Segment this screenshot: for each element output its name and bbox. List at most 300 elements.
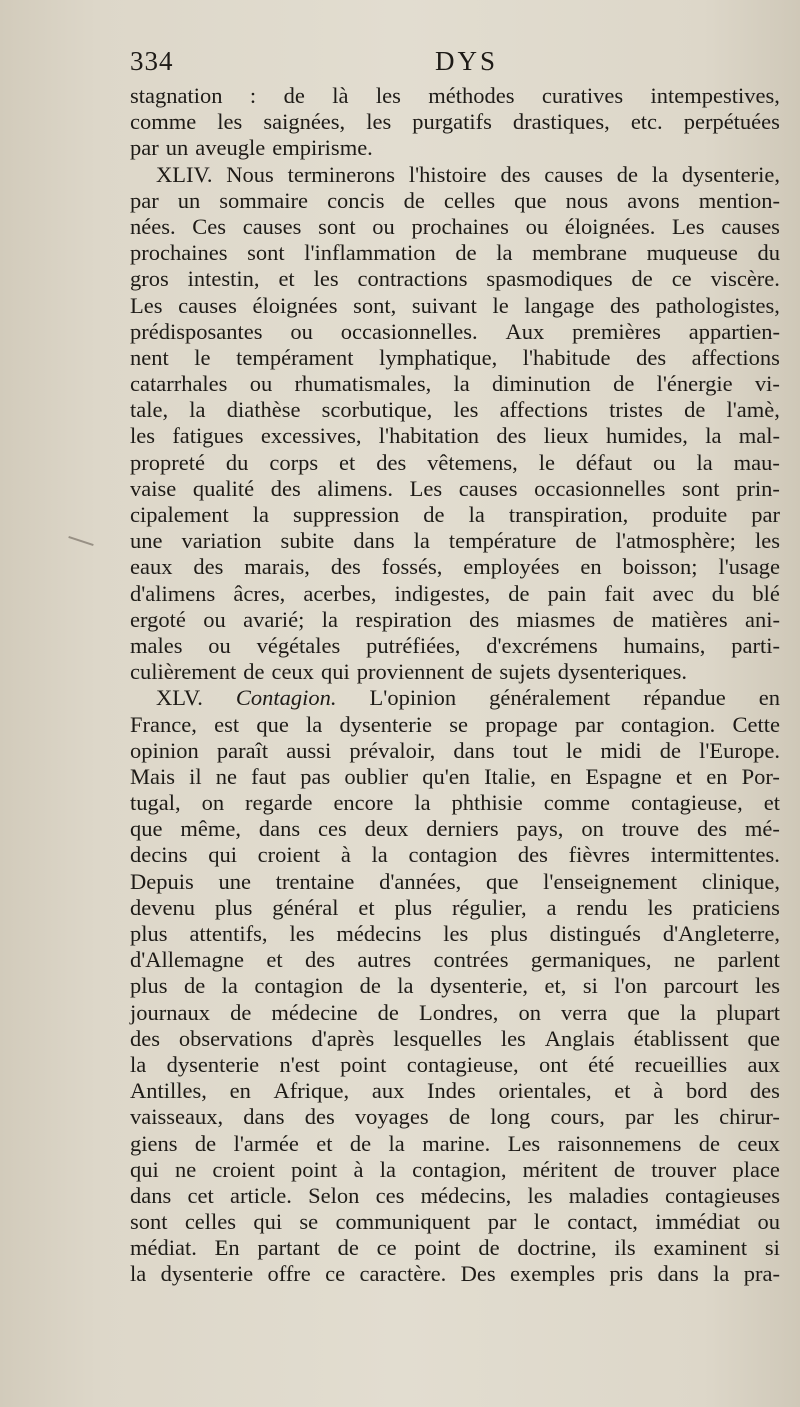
word: se: [299, 1209, 319, 1235]
word: de: [478, 1235, 500, 1261]
word: Les: [409, 475, 443, 501]
text-line: [130, 554, 780, 580]
word: de: [612, 606, 634, 632]
page-number: 334: [130, 46, 174, 76]
word: Afrique,: [273, 1078, 350, 1104]
word: mention-: [698, 187, 780, 213]
word: ou: [208, 632, 231, 658]
word: place: [732, 1156, 780, 1182]
text-line: [130, 581, 780, 607]
word: corps: [269, 449, 319, 475]
text-line: [130, 607, 780, 633]
word: croient: [212, 1156, 275, 1182]
word: par: [574, 711, 604, 737]
word: les: [375, 83, 401, 108]
word: un: [177, 187, 201, 213]
text-line: [130, 659, 780, 685]
word: ou: [372, 213, 395, 239]
word: humides,: [606, 423, 688, 449]
word: L'opinion: [369, 685, 457, 711]
word: de: [659, 737, 681, 763]
word: cet: [187, 1182, 214, 1208]
word: mé-: [744, 816, 780, 842]
word: nous: [565, 187, 609, 213]
word: les: [313, 266, 339, 292]
word: ou: [249, 371, 273, 397]
word: mal-: [738, 423, 780, 449]
word: de: [359, 973, 381, 999]
word: trentaine: [275, 868, 355, 894]
word: ne: [174, 1156, 197, 1182]
word: dysenterie,: [429, 973, 529, 999]
word: ou: [290, 318, 313, 344]
word: l'énergie: [656, 371, 733, 397]
word: sont: [318, 213, 356, 239]
text-line: [130, 1000, 780, 1026]
word: les: [754, 528, 780, 554]
word: causes: [721, 213, 780, 239]
word: propage: [485, 711, 558, 737]
word: dysenterie: [339, 711, 432, 737]
word: purgatifs: [412, 109, 492, 135]
word: ce: [325, 1261, 346, 1287]
word: France,: [130, 711, 197, 737]
word: dans: [453, 737, 495, 763]
text-line: [130, 528, 780, 554]
word: dans: [258, 816, 301, 842]
word: suivant: [411, 292, 477, 318]
word: humains,: [623, 632, 706, 658]
word: cipalement: [130, 502, 229, 527]
text-line: [130, 1209, 780, 1235]
text-line: [130, 450, 780, 476]
word: la: [306, 711, 323, 737]
word: etc.: [630, 109, 663, 135]
word: répandue: [643, 685, 726, 711]
word: la: [189, 397, 206, 423]
word: la: [468, 502, 485, 527]
word: proviennent: [356, 659, 465, 685]
word: des: [697, 816, 728, 842]
word: en: [706, 763, 728, 789]
word: ceux: [271, 659, 314, 685]
word: éloignées: [252, 292, 338, 318]
word: eaux: [130, 554, 173, 580]
word: les: [217, 109, 243, 135]
text-line: [130, 895, 780, 921]
word: Italie,: [484, 763, 537, 789]
word: d'années,: [379, 868, 462, 894]
word: la: [413, 528, 430, 554]
word: que: [256, 711, 289, 737]
word: d'après: [311, 1025, 375, 1051]
word: contagieuses: [665, 1182, 780, 1208]
word: de: [455, 240, 477, 266]
word: aveugle: [195, 135, 266, 161]
word: males: [130, 632, 183, 658]
word: ou: [653, 449, 676, 475]
word: été: [588, 1051, 615, 1077]
word: plus: [490, 921, 528, 946]
word: de: [423, 502, 445, 527]
text-line: [130, 109, 780, 135]
word: et: [614, 1078, 631, 1104]
text-line: [130, 1235, 780, 1261]
word: il: [189, 763, 202, 789]
text-line: [130, 1131, 780, 1157]
word: des: [193, 554, 224, 580]
text-line: [130, 319, 780, 345]
word: de: [283, 83, 305, 108]
word: contagieuse,: [630, 790, 743, 816]
word: que: [130, 816, 163, 842]
word: de: [684, 397, 706, 423]
word: à: [353, 1156, 364, 1182]
text-line: [130, 397, 780, 423]
word: l'histoire: [408, 161, 487, 187]
word: que: [485, 868, 519, 894]
word: médecins: [336, 921, 422, 946]
word: de: [616, 161, 639, 187]
word: paraît: [216, 737, 269, 763]
word: les: [366, 109, 392, 135]
word: et: [316, 1130, 333, 1156]
word: en: [580, 554, 602, 580]
word: prochaines: [130, 240, 228, 266]
word: intempestives,: [650, 83, 780, 108]
word: Selon: [308, 1182, 360, 1208]
text-line: [130, 816, 780, 842]
word: la: [252, 502, 269, 527]
word: germaniques,: [530, 947, 652, 973]
word: point: [414, 1235, 461, 1261]
word: Anglais: [544, 1025, 615, 1051]
text-line: [130, 240, 780, 266]
word: employées: [463, 554, 560, 580]
text-line: [130, 188, 780, 214]
word: voyages: [354, 1104, 429, 1130]
word: fait: [604, 580, 635, 606]
word: les: [500, 1025, 526, 1051]
text-line: [130, 712, 780, 738]
word: decins: [130, 842, 188, 868]
word: l'habitation: [378, 423, 480, 449]
word: du: [711, 580, 735, 606]
word: affections: [499, 397, 588, 423]
word: communiquent: [335, 1209, 471, 1235]
word: Des: [460, 1261, 496, 1287]
word: en: [550, 763, 572, 789]
word: à: [653, 1078, 664, 1104]
word: le: [533, 1209, 550, 1235]
word: dysenterie: [166, 1051, 260, 1077]
word: parlent: [717, 947, 780, 973]
word: fossés,: [381, 554, 443, 580]
word: l'usage: [718, 554, 780, 580]
word: d'alimens: [130, 580, 216, 606]
word: établissent: [633, 1025, 729, 1051]
word: distingués: [549, 921, 641, 946]
word: des: [130, 1025, 160, 1051]
word: on: [581, 816, 604, 842]
word: les: [130, 423, 155, 449]
word: sont: [130, 1209, 168, 1235]
text-line: [130, 921, 780, 947]
word: sont,: [353, 292, 397, 318]
word: plus: [394, 894, 433, 920]
word: dysenterie: [160, 1261, 254, 1287]
word: par: [130, 187, 159, 213]
word: lymphatique,: [379, 344, 498, 370]
word: perpétuées: [683, 109, 780, 135]
word: médecine: [271, 999, 358, 1025]
word: dysenteriques.: [557, 659, 688, 685]
word: lesquelles: [393, 1025, 482, 1051]
word: plupart: [716, 999, 780, 1025]
word: aux: [747, 1051, 780, 1077]
word: les: [673, 1104, 699, 1130]
word: XLIV.: [156, 161, 213, 187]
word: on: [201, 790, 225, 816]
word: parti-: [731, 632, 780, 658]
word: boisson;: [622, 554, 698, 580]
word: ce: [376, 1235, 397, 1261]
word: croient: [257, 842, 321, 868]
word: curatives: [541, 83, 624, 108]
text-line: [130, 266, 780, 292]
word: défaut: [575, 449, 633, 475]
word: et: [266, 947, 283, 973]
word: de: [337, 1235, 359, 1261]
word: ceux: [737, 1130, 780, 1156]
word: subite: [280, 528, 335, 554]
word: les: [453, 397, 479, 423]
word: une: [130, 528, 163, 554]
word: de: [613, 371, 635, 397]
word: comme: [543, 790, 610, 816]
word: Mais: [130, 763, 175, 789]
word: de: [183, 973, 206, 999]
word: pra-: [743, 1261, 780, 1287]
word: tristes: [609, 397, 663, 423]
word: qui: [320, 659, 350, 685]
word: nent: [130, 344, 169, 370]
word: ce: [671, 266, 692, 292]
word: la: [221, 973, 238, 999]
word: la: [453, 371, 470, 397]
word: vaise: [130, 475, 177, 501]
word: intermittentes.: [650, 842, 780, 868]
word: journaux: [130, 999, 210, 1025]
word: partant: [257, 1235, 320, 1261]
word: aussi: [286, 737, 332, 763]
text-line: [130, 214, 780, 240]
word: prochaines: [411, 213, 509, 239]
word: prin-: [736, 475, 780, 501]
word: exemples: [510, 1261, 596, 1287]
word: des: [330, 554, 361, 580]
word: ces: [375, 1182, 405, 1208]
word: la: [371, 842, 388, 868]
word: de: [448, 1104, 471, 1130]
word: général: [272, 894, 339, 920]
word: l'on: [614, 973, 648, 999]
word: médiat.: [130, 1235, 197, 1261]
word: maladies: [568, 1182, 649, 1208]
word: ani-: [745, 606, 780, 632]
word: régulier,: [451, 894, 527, 920]
word: et,: [544, 973, 567, 999]
word: en: [229, 1078, 251, 1104]
text-line: [130, 293, 780, 319]
word: intestin,: [187, 266, 260, 292]
word: fatigues: [172, 423, 244, 449]
word: des: [496, 423, 527, 449]
text-line: [130, 633, 780, 659]
word: des: [500, 161, 531, 187]
word: empirisme.: [272, 135, 373, 161]
word: contagion: [254, 973, 344, 999]
word: plus: [214, 894, 253, 920]
word: pas: [300, 763, 331, 789]
word: concis: [327, 187, 385, 213]
word: vêtemens,: [427, 449, 518, 475]
word: Aux: [505, 318, 545, 344]
word: giens: [130, 1130, 178, 1156]
word: l'Europe.: [699, 737, 780, 763]
word: sommaire: [219, 187, 309, 213]
word: pain: [547, 580, 587, 606]
word: de: [194, 1130, 217, 1156]
word: tout: [512, 737, 548, 763]
word: âcres,: [233, 580, 286, 606]
word: l'inflammation: [304, 240, 436, 266]
word: du: [225, 449, 249, 475]
word: du: [757, 240, 780, 266]
text-line: [130, 1183, 780, 1209]
word: celles: [184, 1209, 237, 1235]
word: de: [243, 659, 265, 685]
word: acerbes,: [303, 580, 377, 606]
word: causes: [544, 161, 603, 187]
word: trouve: [621, 816, 680, 842]
word: bord: [685, 1078, 728, 1104]
word: si: [764, 1235, 780, 1261]
word: la: [696, 449, 713, 475]
word: rendu: [576, 894, 628, 920]
word: affections: [691, 344, 780, 370]
word: saignées,: [263, 109, 346, 135]
body-text: [130, 83, 780, 1288]
word: premières: [572, 318, 661, 344]
margin-mark: [68, 536, 93, 546]
word: Londres,: [419, 999, 499, 1025]
word: dysenterie,: [681, 161, 780, 187]
word: a: [546, 894, 557, 920]
word: qui: [208, 842, 237, 868]
word: des: [305, 947, 336, 973]
word: et: [358, 894, 375, 920]
word: devenu: [130, 894, 195, 920]
word: l'habitude: [522, 344, 611, 370]
word: culièrement: [130, 659, 237, 685]
word: Nous: [226, 161, 274, 187]
word: XLV.: [156, 685, 203, 711]
word: dans: [130, 1182, 172, 1208]
word: doctrine,: [517, 1235, 597, 1261]
word: miasmes: [516, 606, 596, 632]
word: matières: [651, 606, 728, 632]
text-line: [130, 1261, 780, 1287]
word: deux: [364, 816, 409, 842]
word: catarrhales: [130, 371, 228, 397]
word: cours,: [550, 1104, 605, 1130]
word: derniers: [426, 816, 499, 842]
word: dans: [243, 1104, 285, 1130]
word: tale,: [130, 397, 169, 423]
word: long: [490, 1104, 531, 1130]
word: immédiat: [655, 1209, 741, 1235]
word: ou: [757, 1209, 780, 1235]
word: point: [340, 1051, 387, 1077]
word: Les: [672, 213, 705, 239]
word: suppression: [293, 502, 400, 527]
word: recueillies: [634, 1051, 728, 1077]
word: sont: [247, 240, 285, 266]
word: qualité: [192, 475, 255, 501]
word: rhumatismales,: [294, 371, 432, 397]
text-line: [130, 869, 780, 895]
word: tempérament: [236, 344, 354, 370]
word: que: [627, 999, 660, 1025]
word: oublier: [344, 763, 409, 789]
word: la: [705, 423, 722, 449]
word: Antilles,: [130, 1078, 207, 1104]
text-line: [130, 685, 780, 711]
word: contagion.: [620, 711, 716, 737]
text-line: [130, 371, 780, 397]
word: gros: [130, 266, 169, 292]
text-line: [130, 345, 780, 371]
word: la: [321, 606, 339, 632]
word: excessives,: [260, 423, 362, 449]
word: de: [471, 659, 493, 685]
word: généralement: [489, 685, 611, 711]
word: l'armée: [233, 1130, 299, 1156]
text-line: [130, 790, 780, 816]
text-line: [130, 162, 780, 188]
word: qui: [253, 1209, 283, 1235]
text-line: [130, 83, 780, 109]
word: le: [194, 344, 211, 370]
word: faut: [251, 763, 287, 789]
word: méthodes: [428, 83, 515, 108]
word: qu'en: [422, 763, 471, 789]
word: la: [397, 973, 414, 999]
word: la: [130, 1261, 147, 1287]
word: de: [349, 1130, 372, 1156]
word: de: [403, 187, 425, 213]
word: putréfiées,: [366, 632, 461, 658]
word: l'enseignement: [543, 868, 678, 894]
word: observations: [178, 1025, 293, 1051]
word: la: [713, 1261, 730, 1287]
word: des: [469, 606, 500, 632]
word: les: [289, 921, 315, 946]
word: midi: [600, 737, 642, 763]
word: occasionnelles.: [340, 318, 478, 344]
word: est: [214, 711, 240, 737]
